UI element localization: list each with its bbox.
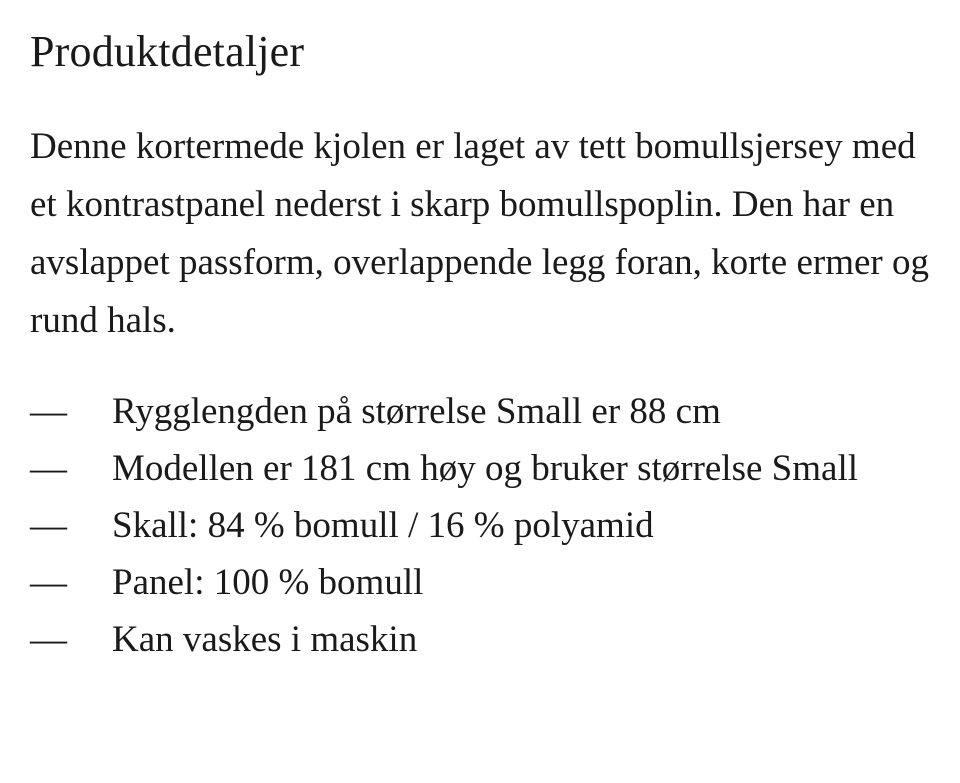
dash-bullet-icon: — <box>30 505 67 546</box>
detail-text: Modellen er 181 cm høy og bruker størrelse Small <box>112 448 858 489</box>
product-details-title: Produktdetaljer <box>30 27 305 76</box>
detail-item-panel-material <box>30 554 930 611</box>
detail-text: Kan vaskes i maskin <box>112 619 418 660</box>
detail-item-model-size <box>30 440 930 497</box>
detail-item-care <box>30 611 930 668</box>
dash-bullet-icon: — <box>30 391 67 432</box>
detail-item-back-length <box>30 383 930 440</box>
detail-item-shell-material <box>30 497 930 554</box>
product-details-list <box>30 383 930 668</box>
product-description: Denne kortermede kjolen er laget av tett bomullsjersey med et kontrastpanel nederst i skarp bomullspoplin. Den har en avslappet passform, overlappende legg foran, korte ermer og rund hals. <box>30 126 929 341</box>
detail-text: Skall: 84 % bomull / 16 % polyamid <box>112 505 654 546</box>
detail-text: Rygglengden på størrelse Small er 88 cm <box>112 391 721 432</box>
detail-text: Panel: 100 % bomull <box>112 562 424 603</box>
dash-bullet-icon: — <box>30 448 67 489</box>
dash-bullet-icon: — <box>30 562 67 603</box>
dash-bullet-icon: — <box>30 619 67 660</box>
